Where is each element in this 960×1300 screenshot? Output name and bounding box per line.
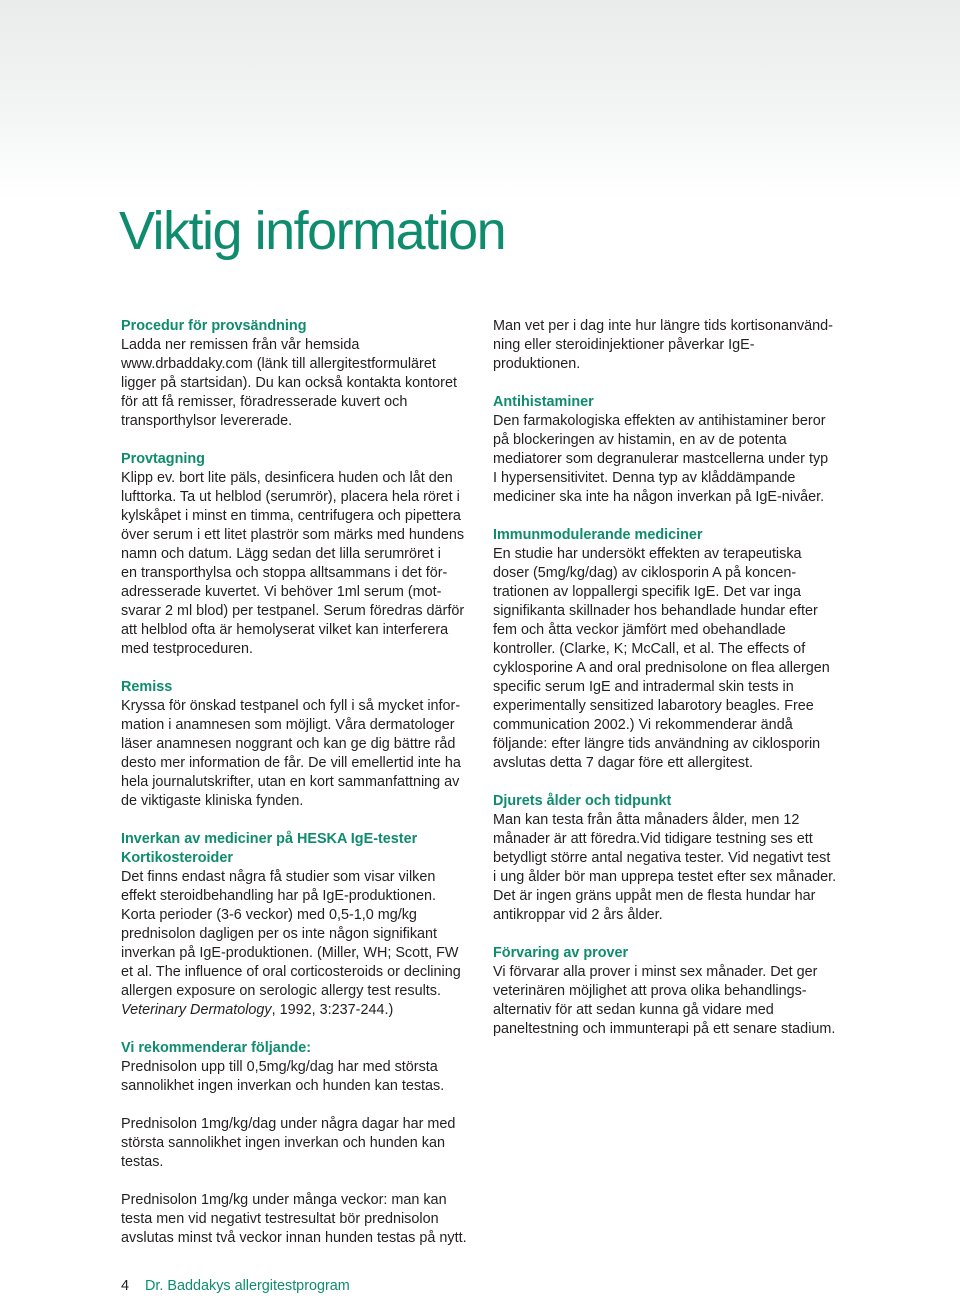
text-line: mediciner ska inte ha någon inverkan på IgE-nivåer. — [493, 489, 825, 505]
text-line: namn och datum. Lägg sedan det lilla serumröret i — [121, 546, 441, 562]
text-line: i ung ålder bör man upprepa testet efter sex månader. — [493, 869, 837, 885]
text-line: Prednisolon 1mg/kg/dag under några dagar har med — [121, 1116, 456, 1132]
text-line: största sannolikhet ingen inverkan och hunden kan — [121, 1135, 446, 1151]
text-line: specific serum IgE and intradermal skin tests in — [493, 679, 794, 695]
text-line: på blockeringen av histamin, en av de potenta — [493, 432, 787, 448]
text-line: Vi förvarar alla prover i minst sex månader. Det ger — [493, 964, 818, 980]
text-line: transporthylsor levererade. — [121, 413, 293, 429]
alder-text — [493, 811, 838, 925]
section-remiss — [121, 678, 466, 811]
antihistaminer-text — [493, 412, 838, 507]
heading-procedur: Procedur för provsändning — [121, 318, 307, 334]
text-line: antikroppar vid 2 års ålder. — [493, 907, 663, 923]
subheading-kortikosteroider: Kortikosteroider — [121, 850, 233, 866]
text-line: svarar 2 ml blod) per testpanel. Serum föredras därför — [121, 603, 465, 619]
text-line: Man kan testa från åtta månaders ålder, men 12 — [493, 812, 800, 828]
text-line: Man vet per i dag inte hur längre tids kortisonanvänd- — [493, 318, 833, 334]
footer-title: Dr. Baddakys allergitestprogram — [145, 1278, 350, 1294]
citation-line — [121, 1001, 466, 1020]
intro-text — [493, 317, 838, 374]
text-line: lufttorka. Ta ut helblod (serumrör), placera hela röret i — [121, 489, 460, 505]
section-alder — [493, 792, 838, 925]
text-line: kontroller. (Clarke, K; McCall, et al. The effects of — [493, 641, 806, 657]
heading-remiss: Remiss — [121, 679, 173, 695]
heading-immunmodulerande: Immunmodulerande mediciner — [493, 527, 703, 543]
text-line: Ladda ner remissen från vår hemsida — [121, 337, 360, 353]
text-line: avslutas minst två veckor innan hunden testas på nytt. — [121, 1230, 467, 1246]
rekommenderar-para-3 — [121, 1191, 466, 1248]
text-line: avslutas detta 7 dagar före ett allergitest. — [493, 755, 753, 771]
header-gradient — [0, 0, 960, 200]
section-forvaring — [493, 944, 838, 1039]
section-inverkan — [121, 830, 466, 1020]
section-intro — [493, 317, 838, 374]
immunmodulerande-text — [493, 545, 838, 773]
text-line: testas. — [121, 1154, 164, 1170]
page-title: Viktig information — [119, 201, 506, 261]
text-line: communication 2002.) Vi rekommenderar ändå — [493, 717, 793, 733]
text-line: hela journalutskrifter, utan en kort sammanfattning av — [121, 774, 460, 790]
text-line: et al. The influence of oral corticosteroids or declining — [121, 964, 461, 980]
remiss-text — [121, 697, 466, 811]
text-line: Korta perioder (3-6 veckor) med 0,5-1,0 mg/kg — [121, 907, 417, 923]
heading-inverkan: Inverkan av mediciner på HESKA IgE-tester — [121, 831, 418, 847]
inverkan-text — [121, 868, 466, 1020]
text-line: prednisolon dagligen per os inte någon signifikant — [121, 926, 438, 942]
text-line: en transporthylsa och stoppa alltsammans i det för- — [121, 565, 448, 581]
text-line: de viktigaste kliniska fynden. — [121, 793, 304, 809]
text-line: med testproceduren. — [121, 641, 253, 657]
text-line: fem och åtta veckor jämfört med obehandlade — [493, 622, 786, 638]
text-line: mediatorer som degranulerar mastcellerna under typ — [493, 451, 829, 467]
section-immunmodulerande — [493, 526, 838, 773]
text-line: I hypersensitivitet. Denna typ av klåddämpande — [493, 470, 796, 486]
text-line: signifikanta skillnader hos behandlade hundar efter — [493, 603, 818, 619]
heading-forvaring: Förvaring av prover — [493, 945, 629, 961]
section-provtagning — [121, 450, 466, 659]
heading-alder: Djurets ålder och tidpunkt — [493, 793, 672, 809]
text-line: sannolikhet ingen inverkan och hunden kan testas. — [121, 1078, 445, 1094]
page-footer — [121, 1277, 350, 1296]
text-line: alternativ för att sedan kunna gå vidare med — [493, 1002, 774, 1018]
text-line: cyklosporine A and oral prednisolone on flea allergen — [493, 660, 830, 676]
text-line: följande: efter längre tids användning av ciklosporin — [493, 736, 821, 752]
provtagning-text — [121, 469, 466, 659]
text-line: månader är att föredra.Vid tidigare testning ses ett — [493, 831, 813, 847]
text-line: för att få remisser, föradresserade kuvert och — [121, 394, 408, 410]
text-line: trationen av loppallergi specifik IgE. Det var inga — [493, 584, 801, 600]
text-line: Det är ingen gräns uppåt men de flesta hundar har — [493, 888, 816, 904]
rekommenderar-para-2 — [121, 1115, 466, 1172]
text-line: experimentally sensitized labarotory beagles. Free — [493, 698, 814, 714]
text-line: att helblod ofta är hemolyserat vilket kan interferera — [121, 622, 449, 638]
text-line: www.drbaddaky.com (länk till allergitestformuläret — [121, 356, 436, 372]
text-line: paneltestning och immunterapi på ett senare stadium. — [493, 1021, 836, 1037]
text-line: allergen exposure on serologic allergy test results. — [121, 983, 441, 999]
rekommenderar-para-1 — [121, 1058, 466, 1096]
text-line: produktionen. — [493, 356, 581, 372]
text-line: kylskåpet i minst en timma, centrifugera och pipettera — [121, 508, 461, 524]
text-line: effekt steroidbehandling har på IgE-produktionen. — [121, 888, 436, 904]
heading-rekommenderar: Vi rekommenderar följande: — [121, 1040, 312, 1056]
citation-rest: , 1992, 3:237-244.) — [271, 1002, 394, 1018]
text-line: inverkan på IgE-produktionen. (Miller, WH; Scott, FW — [121, 945, 459, 961]
text-line: veterinären möjlighet att prova olika behandlings- — [493, 983, 807, 999]
section-rekommenderar — [121, 1039, 466, 1248]
citation-journal: Veterinary Dermatology — [121, 1002, 272, 1018]
text-line: adresserade kuvertet. Vi behöver 1ml serum (mot- — [121, 584, 442, 600]
text-line: En studie har undersökt effekten av terapeutiska — [493, 546, 802, 562]
text-line: betydligt större antal negativa tester. Vid negativt test — [493, 850, 831, 866]
text-line: doser (5mg/kg/dag) av ciklosporin A på koncen- — [493, 565, 797, 581]
section-procedur — [121, 317, 466, 431]
heading-provtagning: Provtagning — [121, 451, 205, 467]
text-line: Det finns endast några få studier som visar vilken — [121, 869, 436, 885]
text-line: Den farmakologiska effekten av antihistaminer beror — [493, 413, 826, 429]
text-line: över serum i ett litet plaströr som märks med hundens — [121, 527, 465, 543]
text-line: Kryssa för önskad testpanel och fyll i så mycket infor- — [121, 698, 461, 714]
procedur-text — [121, 336, 466, 431]
text-line: Klipp ev. bort lite päls, desinficera huden och låt den — [121, 470, 453, 486]
forvaring-text — [493, 963, 838, 1039]
left-column — [121, 317, 466, 1267]
heading-antihistaminer: Antihistaminer — [493, 394, 594, 410]
text-line: mation i anamnesen som möjligt. Våra dermatologer — [121, 717, 455, 733]
text-line: Prednisolon upp till 0,5mg/kg/dag har med största — [121, 1059, 438, 1075]
text-line: desto mer information de får. De vill emellertid inte ha — [121, 755, 461, 771]
text-line: testa men vid negativt testresultat bör prednisolon — [121, 1211, 439, 1227]
right-column — [493, 317, 838, 1058]
text-line: ning eller steroidinjektioner påverkar IgE- — [493, 337, 755, 353]
text-line: Prednisolon 1mg/kg under många veckor: man kan — [121, 1192, 447, 1208]
text-line: läser anamnesen noggrant och kan ge dig bättre råd — [121, 736, 456, 752]
section-antihistaminer — [493, 393, 838, 507]
text-line: ligger på startsidan). Du kan också kontakta kontoret — [121, 375, 457, 391]
page-number: 4 — [121, 1278, 130, 1294]
